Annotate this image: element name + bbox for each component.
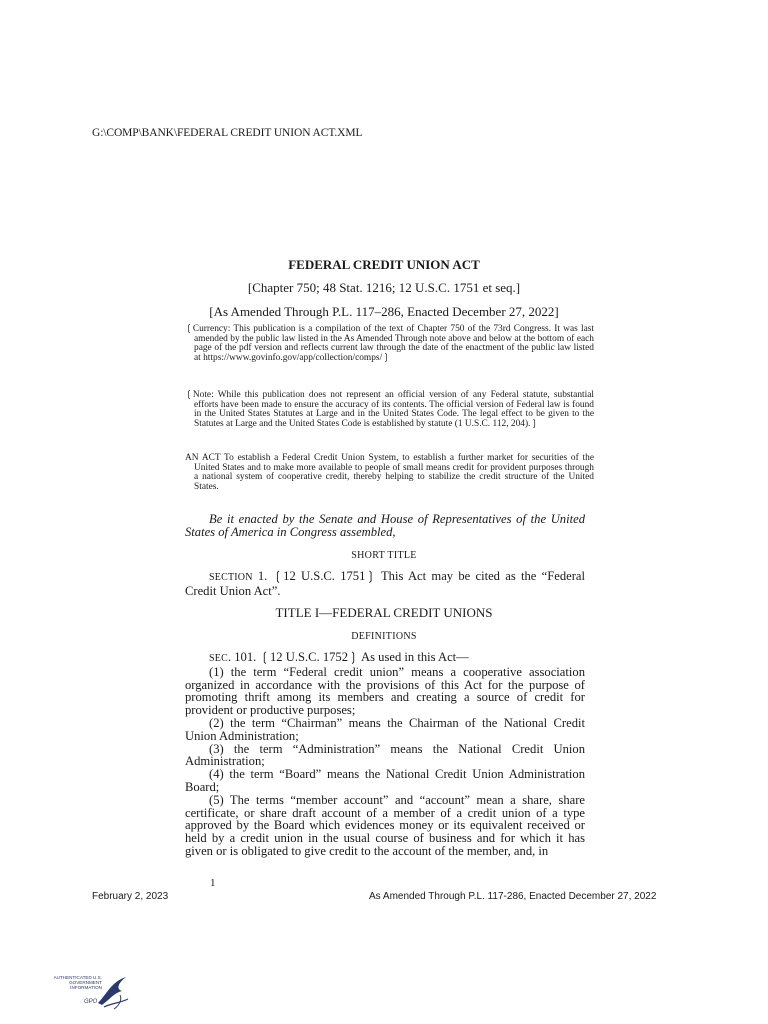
- section-101-label: SEC: [209, 653, 228, 664]
- page-number: 1: [210, 877, 216, 889]
- amended-through: [As Amended Through P.L. 117–286, Enacted December 27, 2022]: [209, 304, 559, 319]
- definition-item: (2) the term “Chairman” means the Chairman of the National Credit Union Administration;: [185, 715, 585, 743]
- section-101-intro: SEC. 101. ❲12 U.S.C. 1752❳ As used in this Act—: [209, 650, 469, 664]
- seal-gpo-text: GPO: [84, 999, 98, 1005]
- short-title-heading: SHORT TITLE: [351, 550, 417, 561]
- official-note: ❲Note: While this publication does not represent an official version of any Federal statute, substantial efforts have been made to ensure the accuracy of its contents. The official version of Federal law is found in the United States Statutes at Large and in the United States Code. The legal effect to be given to the Statutes at Large and the United States Code is established by statute (1 U.S.C. 112, 204).❳: [185, 390, 594, 429]
- gpo-authentication-seal: [44, 973, 134, 1013]
- definition-item: (5) The terms “member account” and “account” mean a share, share certificate, or share draft account of a member of a credit union of a type approved by the Board which evidences money or its equivalent received or held by a credit union in the usual course of business and for which it has given or is obligated to give credit to the account of the member, and, in: [185, 792, 585, 858]
- section-1-text: 1. ❲12 U.S.C. 1751❳ This Act may be cited as the “Federal Credit Union Act”.: [185, 569, 585, 598]
- currency-note: ❲Currency: This publication is a compilation of the text of Chapter 750 of the 73rd Congress. It was last amended by the public law listed in the As Amended Through note above and below at the bottom of each page of the pdf version and reflects current law through the date of the enactment of the public law listed at https://www.govinfo.gov/app/collection/comps/❳: [185, 324, 594, 363]
- section-1-label: SECTION: [209, 572, 253, 583]
- document-title: FEDERAL CREDIT UNION ACT: [288, 257, 480, 272]
- section-1: [185, 570, 585, 598]
- footer-date: February 2, 2023: [92, 891, 169, 902]
- footer-amended: As Amended Through P.L. 117-286, Enacted December 27, 2022: [369, 891, 657, 902]
- enacting-clause: Be it enacted by the Senate and House of Representatives of the United States of America in Congress assembled,: [185, 512, 585, 539]
- seal-text: AUTHENTICATED U.S. GOVERNMENT INFORMATION: [53, 975, 102, 990]
- act-description: AN ACT To establish a Federal Credit Union System, to establish a further market for securities of the United States and to make more available to people of small means credit for provident purposes through a national system of cooperative credit, thereby helping to stabilize the credit structure of the United States.: [185, 453, 594, 492]
- definition-item: (3) the term “Administration” means the National Credit Union Administration;: [185, 741, 585, 769]
- definitions-heading: DEFINITIONS: [351, 631, 417, 642]
- citation: [Chapter 750; 48 Stat. 1216; 12 U.S.C. 1751 et seq.]: [247, 280, 521, 295]
- section-101: [185, 651, 585, 858]
- definition-item: (4) the term “Board” means the National Credit Union Administration Board;: [185, 767, 585, 794]
- definition-item: (1) the term “Federal credit union” means a cooperative association organized in accordance with the provisions of this Act for the purpose of promoting thrift among its members and creating a source of credit for provident or productive purposes;: [185, 664, 585, 718]
- file-path: G:\COMP\BANK\FEDERAL CREDIT UNION ACT.XML: [92, 127, 363, 139]
- eagle-logo-icon: [92, 973, 132, 1013]
- title-1-heading: TITLE I—FEDERAL CREDIT UNIONS: [275, 605, 493, 620]
